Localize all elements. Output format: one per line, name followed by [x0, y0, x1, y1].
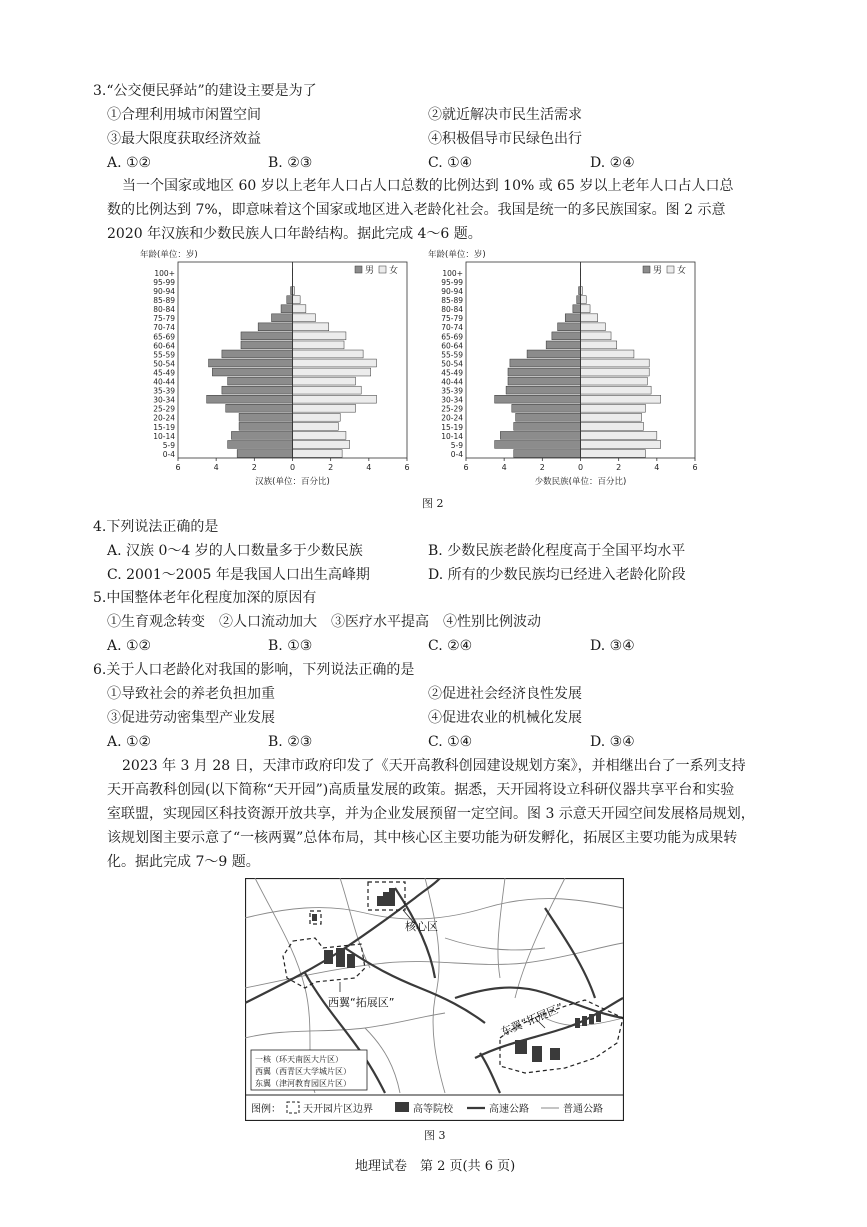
female-bar: [293, 431, 346, 439]
age-tick-label: 50-54: [441, 359, 463, 369]
female-bar: [581, 386, 652, 394]
map-key-west: 西翼（西青区大学城片区）: [255, 1067, 351, 1076]
male-bar: [495, 395, 581, 403]
q6-option-4: ④促进农业的机械化发展: [428, 710, 582, 726]
male-bar: [228, 441, 293, 449]
male-bar: [516, 413, 581, 421]
q3-stem: 3.“公交便民驿站”的建设主要是为了: [93, 83, 317, 99]
population-pyramids-figure: [140, 244, 730, 490]
pyramid-y-title: 年龄(单位：岁): [140, 250, 198, 260]
legend-road: 普通公路: [563, 1104, 603, 1115]
intro1-line-2: 数的比例达到 7%，即意味着这个国家或地区进入老龄化社会。我国是统一的多民族国家。图 2 示意: [107, 202, 726, 218]
age-tick-label: 40-44: [441, 377, 463, 387]
female-bar: [293, 323, 329, 331]
map-label-west: 西翼“拓展区”: [328, 996, 395, 1009]
x-tick-label: 2: [251, 463, 257, 472]
x-tick-label: 4: [501, 463, 507, 472]
male-bar: [222, 350, 293, 358]
female-bar: [581, 314, 598, 322]
male-bar: [212, 368, 292, 376]
intro2-line-5: 化。据此完成 7～9 题。: [107, 854, 260, 870]
age-tick-label: 45-49: [153, 368, 175, 378]
q5-choice-b: B. ①③: [268, 638, 313, 654]
male-bar: [272, 314, 293, 322]
q3-option-3: ③最大限度获取经济效益: [107, 131, 261, 147]
female-bar: [293, 296, 301, 304]
q5-options: ①生育观念转变 ②人口流动加大 ③医疗水平提高 ④性别比例波动: [107, 614, 541, 630]
age-tick-label: 20-24: [441, 413, 463, 423]
male-bar: [237, 450, 292, 458]
age-tick-label: 100+: [442, 268, 463, 278]
map-label-core: 核心区: [405, 920, 438, 933]
q4-stem: 4.下列说法正确的是: [93, 519, 219, 535]
female-bar: [293, 341, 345, 349]
age-tick-label: 55-59: [153, 350, 175, 360]
male-bar: [500, 431, 580, 439]
pyramid-y-title: 年龄(单位：岁): [428, 250, 486, 260]
age-tick-label: 65-69: [441, 332, 463, 342]
college-block: [389, 888, 395, 906]
male-bar: [281, 305, 292, 313]
x-tick-label: 6: [692, 463, 698, 472]
age-tick-label: 0-4: [450, 449, 463, 459]
female-bar: [293, 422, 339, 430]
map-key-core: 一核（环天南医大片区）: [255, 1055, 343, 1064]
q6-option-1: ①导致社会的养老负担加重: [107, 686, 275, 702]
q6-option-2: ②促进社会经济良性发展: [428, 686, 582, 702]
male-bar: [565, 314, 580, 322]
female-bar: [581, 377, 648, 385]
x-tick-label: 6: [463, 463, 469, 472]
female-bar: [581, 305, 591, 313]
map-label-east: 东翼“拓展区”: [499, 1000, 566, 1039]
age-tick-label: 70-74: [153, 323, 175, 333]
legend-highway: 高速公路: [489, 1104, 529, 1115]
intro2-line-2: 天开高教科创园(以下简称“天开园”)高质量发展的政策。据悉，天开园将设立科研仪器共享平台和实验: [107, 782, 735, 798]
college-block: [377, 896, 383, 906]
college-block: [312, 914, 317, 921]
age-tick-label: 5-9: [450, 440, 463, 450]
age-tick-label: 95-99: [441, 277, 463, 287]
college-block: [347, 954, 355, 968]
male-bar: [231, 431, 292, 439]
intro1-line-3: 2020 年汉族和少数民族人口年龄结构。据此完成 4～6 题。: [107, 226, 482, 242]
male-bar: [495, 441, 581, 449]
x-tick-label: 0: [289, 463, 296, 472]
q3-choice-c: C. ①④: [428, 155, 473, 171]
male-bar: [287, 296, 293, 304]
male-bar: [226, 404, 293, 412]
female-bar: [293, 305, 306, 313]
college-block: [324, 950, 333, 964]
age-tick-label: 30-34: [441, 395, 463, 405]
age-tick-label: 15-19: [153, 422, 175, 432]
q3-choice-b: B. ②③: [268, 155, 313, 171]
x-tick-label: 4: [366, 463, 372, 472]
age-tick-label: 35-39: [153, 386, 175, 396]
x-tick-label: 2: [616, 463, 622, 472]
legend-female-label: 女: [677, 266, 687, 276]
pyramid-x-title: 汉族(单位：百分比): [255, 477, 330, 487]
age-tick-label: 5-9: [162, 440, 175, 450]
fig3-caption: 图 3: [424, 1129, 446, 1142]
age-tick-label: 85-89: [441, 296, 463, 306]
female-bar: [581, 296, 587, 304]
male-bar: [508, 377, 581, 385]
age-tick-label: 70-74: [441, 323, 463, 333]
male-bar: [241, 332, 293, 340]
age-tick-label: 100+: [154, 268, 175, 278]
male-bar: [222, 386, 293, 394]
female-bar: [581, 395, 661, 403]
age-tick-label: 35-39: [441, 386, 463, 396]
age-tick-label: 40-44: [153, 377, 175, 387]
x-tick-label: 2: [328, 463, 334, 472]
q6-option-3: ③促进劳动密集型产业发展: [107, 710, 275, 726]
age-tick-label: 80-84: [441, 305, 463, 315]
college-block: [336, 948, 345, 967]
q3-option-4: ④积极倡导市民绿色出行: [428, 131, 582, 147]
college-block: [596, 1012, 601, 1022]
male-bar: [207, 395, 293, 403]
legend-college: 高等院校: [413, 1104, 453, 1115]
female-bar: [293, 386, 362, 394]
x-tick-label: 2: [539, 463, 545, 472]
college-block: [383, 892, 389, 906]
female-bar: [293, 350, 364, 358]
female-bar: [581, 350, 634, 358]
age-tick-label: 20-24: [153, 413, 175, 423]
x-tick-label: 6: [175, 463, 181, 472]
q6-stem: 6.关于人口老龄化对我国的影响，下列说法正确的是: [93, 662, 415, 678]
female-bar: [293, 450, 343, 458]
map-key-east: 东翼（津河教育园区片区）: [255, 1079, 351, 1088]
male-bar: [506, 386, 580, 394]
male-bar: [239, 413, 292, 421]
college-block: [550, 1048, 560, 1060]
pyramid-han: [140, 249, 410, 487]
pyramid-minority: [428, 249, 698, 487]
q4-choice-a: A. 汉族 0～4 岁的人口数量多于少数民族: [107, 543, 363, 559]
q5-choice-a: A. ①②: [107, 638, 152, 654]
q4-choice-d: D. 所有的少数民族均已经进入老龄化阶段: [428, 567, 686, 583]
q6-choice-b: B. ②③: [268, 734, 313, 750]
college-block: [532, 1046, 542, 1062]
intro2-line-3: 室联盟，实现园区科技资源开放共享，并为企业发展预留一定空间。图 3 示意天开园空间发展格局规划，: [107, 806, 755, 822]
age-tick-label: 50-54: [153, 359, 175, 369]
intro2-line-1: 2023 年 3 月 28 日，天津市政府印发了《天开高教科创园建设规划方案》，并相继出台了一系列支持: [122, 758, 746, 774]
intro1-line-1: 当一个国家或地区 60 岁以上老年人口占人口总数的比例达到 10% 或 65 岁以上老年人口占人口总: [122, 178, 734, 194]
female-bar: [293, 359, 377, 367]
college-block: [515, 1040, 527, 1054]
female-bar: [293, 368, 371, 376]
female-bar: [581, 413, 642, 421]
female-bar: [581, 404, 646, 412]
q5-choice-c: C. ②④: [428, 638, 473, 654]
age-tick-label: 75-79: [153, 314, 175, 324]
q3-option-1: ①合理利用城市闲置空间: [107, 107, 261, 123]
fig2-caption: 图 2: [422, 497, 444, 510]
college-block: [575, 1018, 580, 1028]
age-tick-label: 15-19: [441, 422, 463, 432]
age-tick-label: 10-14: [441, 431, 463, 441]
female-bar: [581, 368, 650, 376]
male-bar: [508, 368, 581, 376]
male-bar: [573, 305, 581, 313]
legend-male-label: 男: [365, 266, 375, 276]
female-bar: [293, 314, 316, 322]
page-footer: 地理试卷 第 2 页(共 6 页): [355, 1159, 516, 1174]
female-bar: [293, 395, 377, 403]
legend-female-label: 女: [389, 266, 399, 276]
male-bar: [239, 422, 292, 430]
female-bar: [293, 332, 346, 340]
legend-female-swatch: [667, 266, 674, 273]
female-bar: [293, 413, 341, 421]
female-bar: [293, 404, 356, 412]
q6-choice-a: A. ①②: [107, 734, 152, 750]
female-bar: [581, 323, 606, 331]
x-tick-label: 6: [404, 463, 410, 472]
x-tick-label: 4: [654, 463, 660, 472]
male-bar: [577, 296, 581, 304]
female-bar: [581, 441, 661, 449]
male-bar: [546, 341, 580, 349]
q4-choice-b: B. 少数民族老龄化程度高于全国平均水平: [428, 543, 686, 559]
legend-female-swatch: [379, 266, 386, 273]
age-tick-label: 85-89: [153, 296, 175, 306]
legend-male-swatch: [643, 266, 650, 273]
college-block: [589, 1014, 594, 1024]
male-bar: [228, 377, 293, 385]
age-tick-label: 55-59: [441, 350, 463, 360]
male-bar: [514, 422, 581, 430]
male-bar: [527, 350, 580, 358]
tiankai-park-map: [245, 878, 624, 1121]
legend-male-swatch: [355, 266, 362, 273]
age-tick-label: 90-94: [153, 287, 175, 297]
male-bar: [552, 332, 581, 340]
q5-choice-d: D. ③④: [590, 638, 635, 654]
female-bar: [581, 332, 612, 340]
x-tick-label: 0: [577, 463, 584, 472]
age-tick-label: 60-64: [153, 341, 175, 351]
age-tick-label: 10-14: [153, 431, 175, 441]
female-bar: [293, 377, 356, 385]
q3-choice-d: D. ②④: [590, 155, 635, 171]
x-tick-label: 4: [213, 463, 219, 472]
q6-choice-d: D. ③④: [590, 734, 635, 750]
age-tick-label: 65-69: [153, 332, 175, 342]
male-bar: [558, 323, 581, 331]
age-tick-label: 30-34: [153, 395, 175, 405]
age-tick-label: 75-79: [441, 314, 463, 324]
male-bar: [258, 323, 292, 331]
age-tick-label: 80-84: [153, 305, 175, 315]
age-tick-label: 25-29: [441, 404, 463, 414]
legend-male-label: 男: [653, 266, 663, 276]
legend-college-swatch: [395, 1102, 409, 1112]
female-bar: [581, 422, 644, 430]
male-bar: [209, 359, 293, 367]
age-tick-label: 25-29: [153, 404, 175, 414]
q5-stem: 5.中国整体老年化程度加深的原因有: [93, 590, 317, 606]
legend-boundary: 天开园片区边界: [303, 1104, 373, 1115]
q3-choice-a: A. ①②: [107, 155, 152, 171]
age-tick-label: 60-64: [441, 341, 463, 351]
female-bar: [293, 441, 350, 449]
female-bar: [581, 341, 617, 349]
female-bar: [581, 359, 650, 367]
male-bar: [512, 404, 581, 412]
pyramid-x-title: 少数民族(单位：百分比): [534, 477, 627, 487]
female-bar: [581, 450, 646, 458]
female-bar: [581, 431, 657, 439]
age-tick-label: 0-4: [162, 449, 175, 459]
age-tick-label: 45-49: [441, 368, 463, 378]
q4-choice-c: C. 2001～2005 年是我国人口出生高峰期: [107, 567, 370, 583]
age-tick-label: 95-99: [153, 277, 175, 287]
q3-option-2: ②就近解决市民生活需求: [428, 107, 582, 123]
male-bar: [241, 341, 293, 349]
q6-choice-c: C. ①④: [428, 734, 473, 750]
male-bar: [510, 359, 581, 367]
age-tick-label: 90-94: [441, 287, 463, 297]
college-block: [582, 1016, 587, 1026]
legend-title: 图例：: [251, 1104, 281, 1115]
male-bar: [514, 450, 581, 458]
intro2-line-4: 该规划图主要示意了“一核两翼”总体布局，其中核心区主要功能为研发孵化，拓展区主要功能为成果转: [107, 830, 738, 846]
